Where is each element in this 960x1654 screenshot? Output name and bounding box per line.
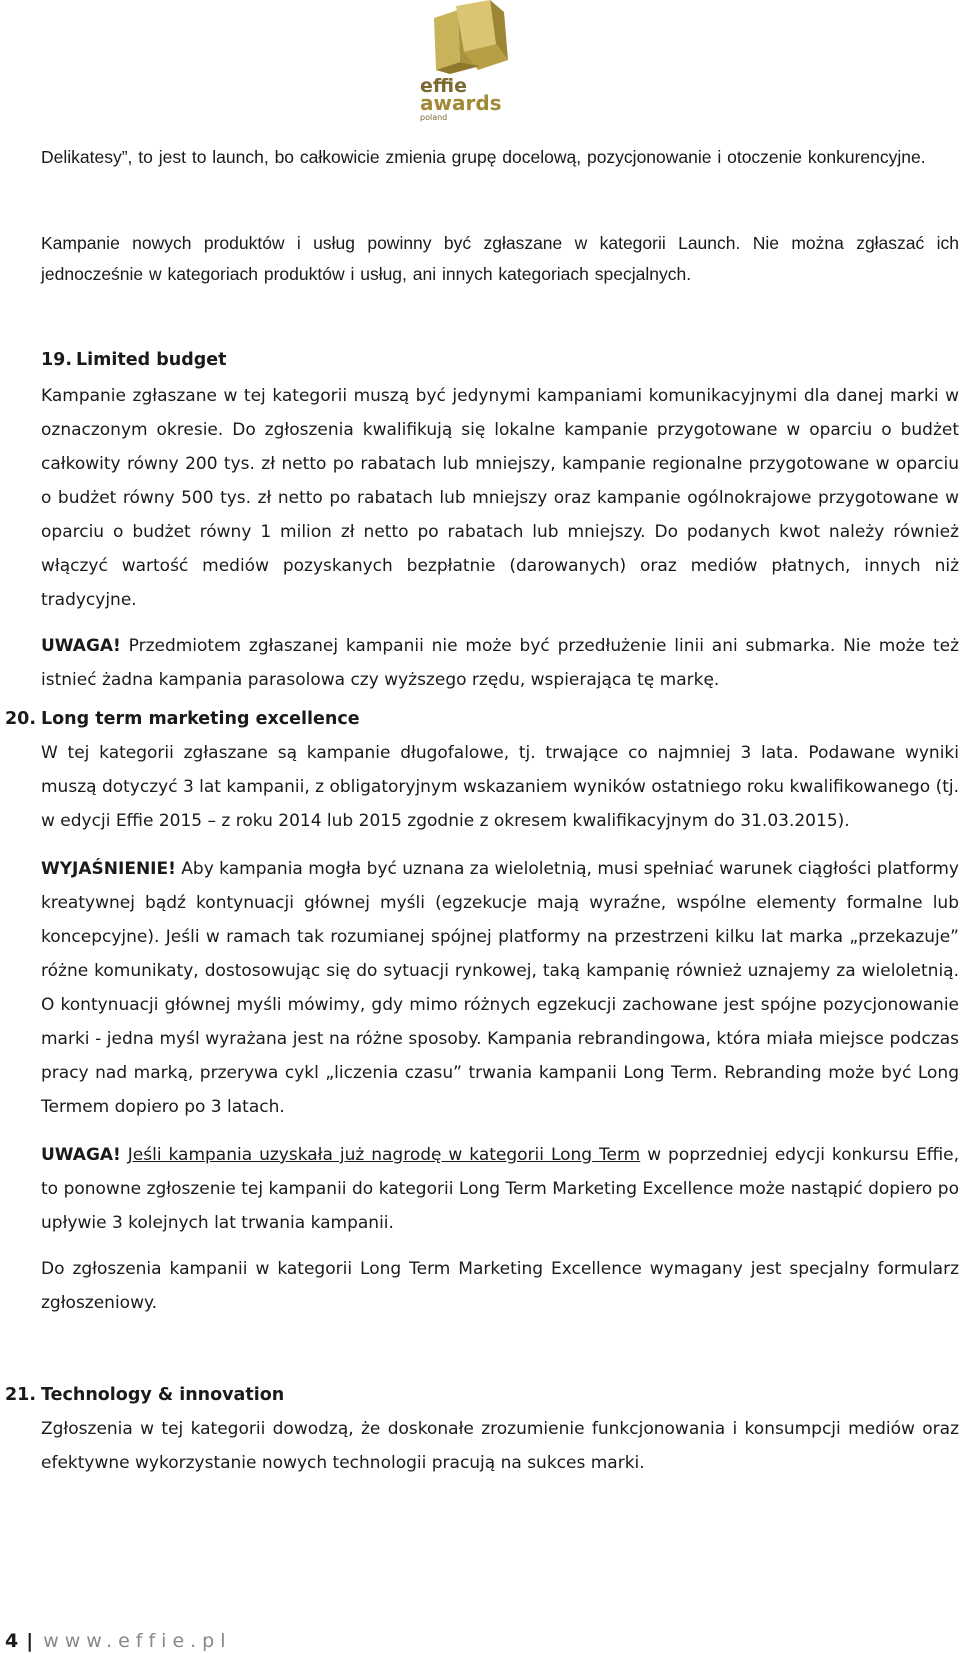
intro-paragraph-1: Delikatesy”, to jest to launch, bo całkowicie zmienia grupę docelową, pozycjonowanie i otoczenie konkurencyjne. <box>41 147 926 167</box>
intro-section <box>41 142 959 173</box>
logo-line2: awards <box>420 91 502 115</box>
section-19-warning-label: UWAGA! <box>41 636 121 656</box>
section-19 <box>41 345 959 697</box>
section-20-title: Long term marketing excellence <box>41 709 360 729</box>
section-21-number: 21. <box>5 1385 37 1405</box>
section-21-heading <box>5 1380 959 1410</box>
section-21-title: Technology & innovation <box>41 1385 285 1405</box>
section-20-body: W tej kategorii zgłaszane są kampanie długofalowe, tj. trwające co najmniej 3 lata. Podawane wyniki muszą dotyczyć 3 lat kampanii, z obligatoryjnym wskazaniem wyników ostatniego roku kwalifikowanego (tj. w edycji Effie 2015 – z roku 2014 lub 2015 zgodnie z okresem kwalifikacyjnym do 31.03.2015). <box>41 743 959 831</box>
effie-logo-icon <box>420 0 540 126</box>
section-20 <box>5 704 959 1320</box>
section-19-warning <box>41 629 959 697</box>
intro-paragraph-2: Kampanie nowych produktów i usług powinny być zgłaszane w kategorii Launch. Nie można zgłaszać ich jednocześnie w kategoriach produktów i usług, ani innych kategoriach specjalnych. <box>41 233 959 284</box>
section-20-warning-label: UWAGA! <box>41 1145 121 1165</box>
section-20-explanation-label: WYJAŚNIENIE! <box>41 859 176 879</box>
section-20-form-note: Do zgłoszenia kampanii w kategorii Long Term Marketing Excellence wymagany jest specjalny formularz zgłoszeniowy. <box>41 1259 959 1313</box>
logo-line1: effie <box>420 75 467 97</box>
section-20-heading <box>5 704 959 734</box>
page-footer <box>5 1630 232 1652</box>
section-20-warning <box>41 1138 959 1240</box>
section-21-body: Zgłoszenia w tej kategorii dowodzą, że doskonałe zrozumienie funkcjonowania i konsumpcji mediów oraz efektywne wykorzystanie nowych technologii pracują na sukces marki. <box>41 1419 959 1473</box>
section-19-number: 19. <box>41 350 73 370</box>
footer-url-link[interactable]: www.effie.pl <box>43 1630 232 1652</box>
logo-line3: poland <box>420 113 448 122</box>
section-19-title: Limited budget <box>76 350 227 370</box>
section-19-warning-text: Przedmiotem zgłaszanej kampanii nie może być przedłużenie linii ani submarka. Nie może też istnieć żadna kampania parasolowa czy wyższego rzędu, wspierająca tę markę. <box>41 636 959 690</box>
footer-separator: | <box>26 1630 34 1652</box>
section-20-number: 20. <box>5 709 37 729</box>
effie-awards-logo <box>420 0 540 126</box>
section-19-body: Kampanie zgłaszane w tej kategorii muszą być jedynymi kampaniami komunikacyjnymi dla danej marki w oznaczonym okresie. Do zgłoszenia kwalifikują się lokalne kampanie przygotowane w oparciu o budżet całkowity równy 200 tys. zł netto po rabatach lub mniejszy, kampanie regionalne przygotowane w oparciu o budżet równy 500 tys. zł netto po rabatach lub mniejszy oraz kampanie ogólnokrajowe przygotowane w oparciu o budżet równy 1 milion zł netto po rabatach lub mniejszy. Do podanych kwot należy również włączyć wartość mediów pozyskanych bezpłatnie (darowanych) oraz mediów płatnych, innych niż tradycyjne. <box>41 386 959 610</box>
section-21 <box>5 1380 959 1480</box>
intro-section-2 <box>41 228 959 290</box>
section-20-explanation-text: Aby kampania mogła być uznana za wieloletnią, musi spełniać warunek ciągłości platformy kreatywnej bądź kontynuacji głównej myśli (egzekucje mają wyraźne, wspólne elementy formalne lub koncepcyjne). Jeśli w ramach tak rozumianej spójnej platformy na przestrzeni kilku lat marka „przekazuje” różne komunikaty, dostosowując się do sytuacji rynkowej, taką kampanię również uznajemy za wieloletnią. O kontynuacji głównej myśli mówimy, gdy mimo różnych egzekucji zachowane jest spójne pozycjonowanie marki - jedna myśl wyrażana jest na różne sposoby. Kampania rebrandingowa, która miała miejsce podczas pracy nad marką, przerywa cykl „liczenia czasu” trwania kampanii Long Term. Rebranding może być Long Termem dopiero po 3 latach. <box>41 859 959 1117</box>
section-20-explanation <box>41 852 959 1124</box>
section-19-heading <box>41 345 959 375</box>
section-20-warning-text: w poprzedniej edycji konkursu Effie, to ponowne zgłoszenie tej kampanii do kategorii Long Term Marketing Excellence może nastąpić dopiero po upływie 3 kolejnych lat trwania kampanii. <box>41 1145 959 1233</box>
page-number: 4 <box>5 1630 19 1652</box>
section-20-warning-underlined: Jeśli kampania uzyskała już nagrodę w kategorii Long Term <box>127 1145 641 1165</box>
